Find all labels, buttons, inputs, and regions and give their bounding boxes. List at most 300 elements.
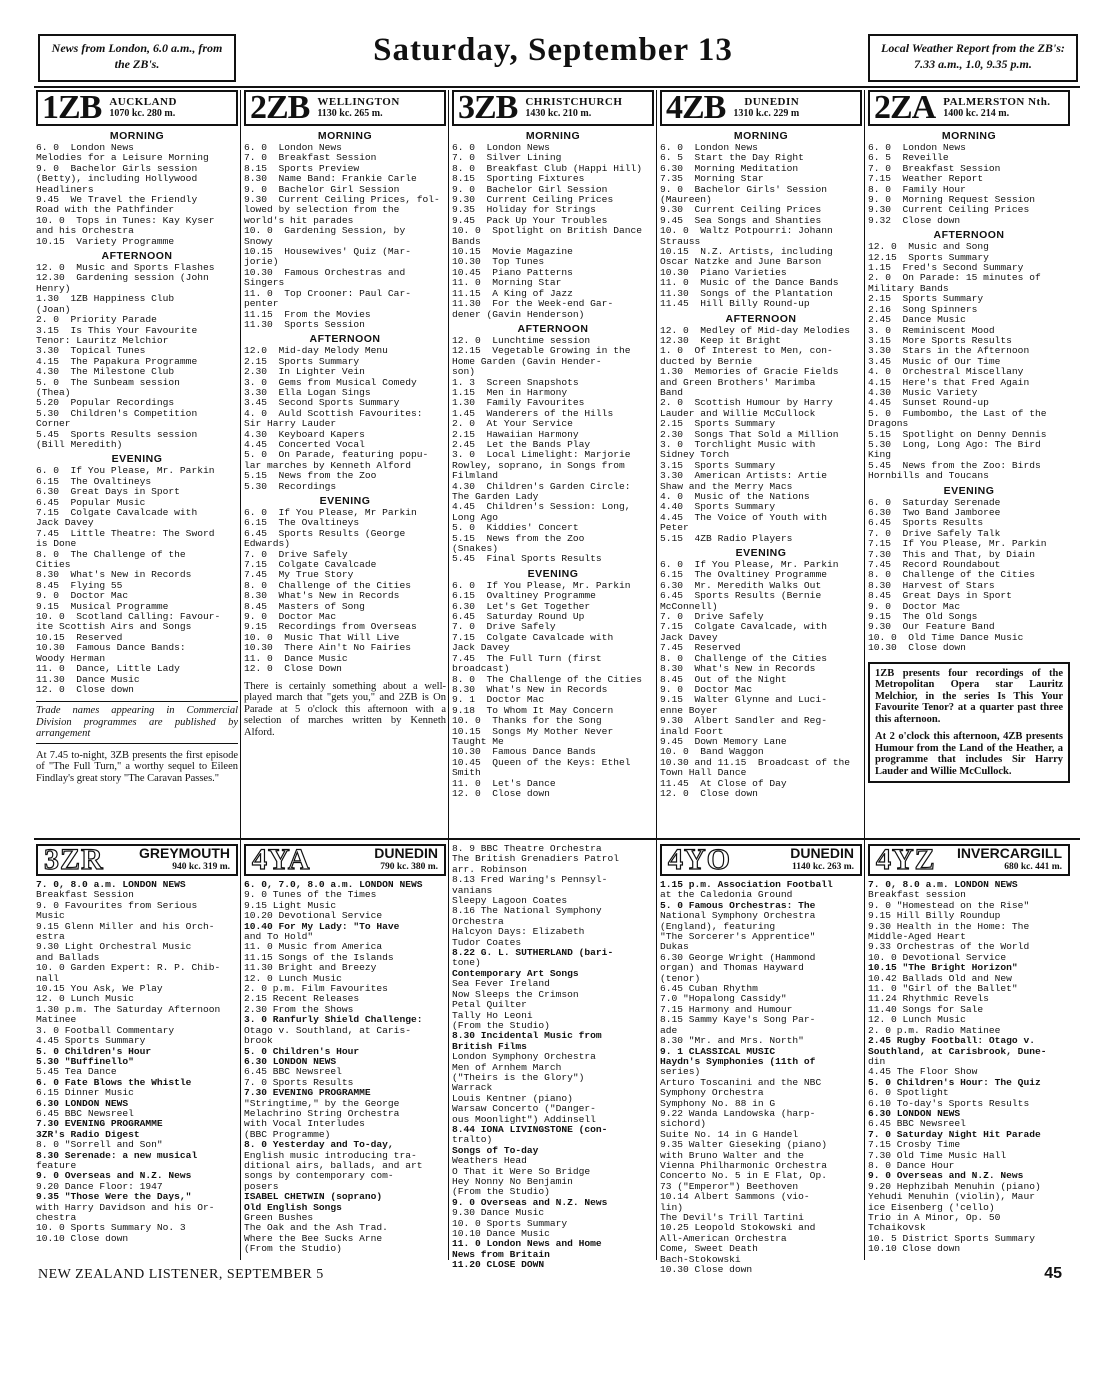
programme-line: 1. 0 Of Interest to Men, con- bbox=[660, 345, 833, 357]
news-note-box bbox=[38, 34, 236, 82]
programme-line: 6.30 Let's Get Together bbox=[452, 600, 591, 612]
programme-line: 8.30 What's New in Records bbox=[36, 569, 192, 581]
programme-line: (From the Studio) bbox=[244, 1243, 342, 1255]
programme-line: 7. 0 Drive Safely Talk bbox=[868, 527, 1001, 539]
programme-line: 5.15 News from the Zoo bbox=[452, 532, 585, 544]
programme-line: (Maureen) bbox=[660, 194, 712, 206]
programme-line: Breakfast session bbox=[868, 889, 966, 901]
programme-line: 2. 0 On Parade: 15 minutes of bbox=[868, 272, 1041, 284]
programme-line: 8.44 IONA LIVINGSTONE (con- bbox=[452, 1123, 608, 1135]
programme-line: 12. 0 Close down bbox=[36, 683, 134, 695]
programme-line: Symphony No. 88 in G bbox=[660, 1097, 776, 1109]
station-column-4ya-continued bbox=[452, 843, 654, 1271]
programme-line: 9.45 We Travel the Friendly bbox=[36, 194, 198, 206]
programme-line: 10. 0 Band Waggon bbox=[660, 746, 764, 758]
programme-line: (Thea) bbox=[36, 386, 71, 398]
programme-line: 2.15 Sports Summary bbox=[660, 418, 776, 430]
programme-line: 11.45 Hill Billy Round-up bbox=[660, 298, 810, 310]
programme-line: 8. 0 Yesterday and To-day, bbox=[244, 1139, 394, 1151]
programme-line: Road with the Pathfinder bbox=[36, 204, 175, 216]
programme-line: 8.30 Incidental Music from bbox=[452, 1030, 602, 1042]
programme-line: The British Grenadiers Patrol bbox=[452, 853, 619, 865]
programme-line: 12. 0 Lunch Music bbox=[244, 972, 342, 984]
programme-line: O That it Were So Bridge bbox=[452, 1165, 591, 1177]
section-heading: EVENING bbox=[319, 495, 371, 507]
programme-line: 8.16 The National Symphony bbox=[452, 905, 602, 917]
programme-line: Singers bbox=[244, 277, 285, 289]
programme-line: 11. 0 Dance, Little Lady bbox=[36, 663, 180, 675]
programme-line: Tudor Coates bbox=[452, 936, 522, 948]
programme-line: 12. 0 Medley of Mid-day Melodies bbox=[660, 324, 850, 336]
programme-line: 8. 0 Family Hour bbox=[868, 183, 966, 195]
programme-line: Concerto No. 5 in E Flat, Op. bbox=[660, 1170, 827, 1182]
programme-line: 9. 0 Overseas and N.Z. News bbox=[868, 1170, 1024, 1182]
programme-line: 10.15 "The Bright Horizon" bbox=[868, 962, 1018, 974]
station-column-3zb bbox=[452, 90, 654, 834]
programme-line: lin) bbox=[660, 1201, 684, 1213]
programme-line: Dragons bbox=[868, 418, 909, 430]
station-column-2zb bbox=[244, 90, 446, 834]
programme-line: Now Sleeps the Crimson bbox=[452, 988, 579, 1000]
programme-line: 7. 0 Silver Lining bbox=[452, 152, 562, 164]
programme-line: 2. 0 At Your Service bbox=[452, 418, 573, 430]
programme-line: 9.15 Hill Billy Roundup bbox=[868, 910, 1001, 922]
programme-line: 2. 0 Scottish Humour by Harry bbox=[660, 397, 833, 409]
programme-line: enne Boyer bbox=[660, 704, 718, 716]
programme-line: 7.15 Colgate Cavalcade, with bbox=[660, 621, 827, 633]
programme-line: Warrack bbox=[452, 1082, 493, 1094]
programme-line: Songs of To-day bbox=[452, 1144, 539, 1156]
programme-line: Edwards) bbox=[244, 538, 291, 550]
station-header bbox=[36, 90, 238, 126]
programme-line: 8.15 Sports Preview bbox=[244, 162, 360, 174]
programme-line: 9.30 Albert Sandler and Reg- bbox=[660, 715, 827, 727]
programme-line: 3.15 Sports Summary bbox=[660, 459, 776, 471]
programme-line: 8.45 Great Days in Sport bbox=[868, 590, 1012, 602]
programme-line: 9.35 Holiday for Strings bbox=[452, 204, 596, 216]
programme-line: Orchestra bbox=[452, 915, 504, 927]
programme-line: 1.30 Memories of Gracie Fields bbox=[660, 366, 839, 378]
programme-line: Band bbox=[660, 386, 684, 398]
programme-line: 8.15 Sporting Fixtures bbox=[452, 173, 585, 185]
programme-line: 2.16 Song Spinners bbox=[868, 303, 978, 315]
programme-line: ous Moonlight") Addinsell bbox=[452, 1113, 596, 1125]
programme-line: 6.30 George Wright (Hammond bbox=[660, 951, 816, 963]
programme-line: 2.15 Sports Summary bbox=[244, 355, 360, 367]
programme-line: 8. 0 The Challenge of the Cities bbox=[452, 673, 642, 685]
programme-line: 5. 0 Children's Hour: The Quiz bbox=[868, 1076, 1041, 1088]
programme-line: 12. 0 Close down bbox=[452, 787, 550, 799]
programme-line: 3ZR's Radio Digest bbox=[36, 1128, 140, 1140]
programme-line: Headliners bbox=[36, 183, 94, 195]
programme-line: 10.15 Variety Programme bbox=[36, 235, 175, 247]
station-header bbox=[244, 844, 446, 876]
programme-line: 7.30 Old Time Music Hall bbox=[868, 1149, 1007, 1161]
weather-note: Local Weather Report from the ZB's: 7.33 a.m., 1.0, 9.35 p.m. bbox=[881, 41, 1065, 71]
programme-line: 8.30 What's New in Records bbox=[244, 590, 400, 602]
programme-line: 6.45 BBC Newsreel bbox=[868, 1118, 966, 1130]
programme-line: 6.30 LONDON NEWS bbox=[36, 1097, 129, 1109]
programme-line: 6. 0 If You Please, Mr Parkin bbox=[244, 507, 417, 518]
programme-line: Trio in A Minor, Op. 50 bbox=[868, 1212, 1001, 1223]
programme-line: 10. 0 Gardening Session, by bbox=[244, 225, 406, 237]
programme-line: ducted by Bernie bbox=[660, 355, 753, 367]
programme-line: London Symphony Orchestra bbox=[452, 1051, 596, 1063]
programme-line: 9.15 Recordings from Overseas bbox=[244, 621, 417, 633]
programme-line: 4. 0 Music of the Nations bbox=[660, 491, 810, 502]
programme-line: 6. 0 London News bbox=[660, 142, 758, 153]
programme-line: 9.30 Light Orchestral Music bbox=[36, 941, 192, 953]
programme-line: Melachrino String Orchestra bbox=[244, 1107, 400, 1119]
programme-line: 6.15 Ovaltiney Programme bbox=[452, 590, 596, 602]
programme-line: Home Garden (Gavin Hender- bbox=[452, 355, 602, 367]
programme-line: Breakfast Session bbox=[36, 889, 134, 901]
programme-line: Weathers Head bbox=[452, 1155, 527, 1167]
programme-line: son) bbox=[452, 366, 476, 378]
programme-line: 4.30 Music Variety bbox=[868, 386, 978, 398]
programme-line: dener (Gavin Henderson) bbox=[452, 308, 585, 320]
programme-line: and his Orchestra bbox=[36, 225, 134, 237]
programme-line: 9.30 Current Ceiling Prices bbox=[868, 204, 1030, 216]
programme-line: 6. 0 If You Please, Mr. Parkin bbox=[452, 579, 631, 591]
programme-line: Louis Kentner (piano) bbox=[452, 1092, 573, 1104]
programme-line: Music bbox=[36, 910, 65, 922]
programme-line: 6. 0 Fate Blows the Whistle bbox=[36, 1076, 192, 1088]
programme-line: 2.15 Sports Summary bbox=[868, 293, 984, 305]
programme-line: 12.15 Sports Summary bbox=[868, 251, 989, 263]
programme-line: 10. 0 Waltz Potpourri: Johann bbox=[660, 225, 833, 237]
programme-line: 10. 0 Devotional Service bbox=[868, 951, 1007, 963]
programme-line: 9.15 The Old Songs bbox=[868, 611, 978, 623]
programme-line: 9.30 Current Ceiling Prices bbox=[452, 194, 614, 206]
programme-line: 10.40 For My Lady: "To Have bbox=[244, 920, 400, 932]
programme-line: Where the Bee Sucks Arne bbox=[244, 1232, 383, 1244]
programme-line: 3. 0 Football Commentary bbox=[36, 1024, 175, 1036]
programme-line: 6.45 BBC Newsreel bbox=[244, 1066, 342, 1078]
programme-line: 9. 0 Favourites from Serious bbox=[36, 899, 198, 911]
programme-line: 12. 0 Close Down bbox=[244, 663, 342, 675]
programme-line: 9. 1 Doctor Mac bbox=[452, 694, 545, 706]
programme-line: McConnell) bbox=[660, 600, 718, 612]
programme-line: 7.45 The Full Turn (first bbox=[452, 652, 602, 664]
trade-names-note: Trade names appearing in Commercial Division programmes are published by arrangement bbox=[36, 701, 238, 744]
programme-line: 7. 0 Drive Safely bbox=[660, 611, 764, 623]
station-column-3zr bbox=[36, 844, 238, 1262]
programme-line: 2.30 In Lighter Vein bbox=[244, 366, 365, 378]
programme-line: Hornbills and Toucans bbox=[868, 470, 989, 482]
programme-line: Cities bbox=[36, 559, 71, 571]
footer-publication: NEW ZEALAND LISTENER, SEPTEMBER 5 bbox=[38, 1267, 324, 1282]
station-city: DUNEDIN bbox=[744, 96, 800, 108]
programme-line: Henry) bbox=[36, 282, 71, 294]
programme-line: 6.30 Morning Meditation bbox=[660, 162, 799, 174]
programme-line: 12. 0 Lunch Music bbox=[36, 993, 134, 1005]
programme-line: Tenor: Lauritz Melchior bbox=[36, 334, 169, 346]
programme-line: 5.45 Final Sports Results bbox=[452, 553, 602, 565]
programme-line: vanians bbox=[452, 884, 493, 896]
programme-line: English music introducing tra- bbox=[244, 1149, 417, 1161]
feature-note: At 7.45 to-night, 3ZB presents the first episode of "The Full Turn," a worthy sequel to Eileen Findlay's great story "The Caravan Passes." bbox=[36, 749, 238, 784]
programme-line: 8. 0 Challenge of the Cities bbox=[244, 579, 411, 591]
programme-line: 10.30 There Ain't No Fairies bbox=[244, 642, 411, 654]
station-city: INVERCARGILL bbox=[957, 845, 1062, 861]
programme-line: 6.45 Popular Music bbox=[36, 496, 146, 508]
programme-line: Bands bbox=[452, 235, 481, 247]
programme-line: 11.30 For the Week-end Gar- bbox=[452, 298, 614, 310]
programme-line: Vienna Philharmonic Orchestra bbox=[660, 1159, 827, 1171]
programme-line: 5. 0 On Parade, featuring popu- bbox=[244, 449, 429, 461]
programme-line: 10. 0 Thanks for the Song bbox=[452, 715, 602, 727]
programme-line: feature bbox=[36, 1159, 77, 1171]
programme-line: 8. 0 Breakfast Club (Happi Hill) bbox=[452, 162, 642, 174]
programme-line: News from Britain bbox=[452, 1248, 550, 1260]
programme-line: 12.0 Mid-day Melody Menu bbox=[244, 345, 388, 357]
programme-line: 11.30 Songs of the Plantation bbox=[660, 287, 833, 299]
programme-line: 9.20 Hephzibah Menuhin (piano) bbox=[868, 1180, 1041, 1192]
programme-line: ade bbox=[660, 1024, 678, 1036]
programme-line: 10.10 Dance Music bbox=[452, 1228, 550, 1240]
programme-line: British Films bbox=[452, 1040, 527, 1052]
programme-line: 5.30 Children's Competition bbox=[36, 407, 198, 419]
programme-line: 5.15 News from the Zoo bbox=[244, 470, 377, 482]
programme-line: 7.45 Little Theatre: The Sword bbox=[36, 527, 215, 539]
programme-line: Rowley, soprano, in Songs from bbox=[452, 459, 625, 471]
station-column-2za bbox=[868, 90, 1070, 834]
programme-line: 4.45 Children's Session: Long, bbox=[452, 501, 631, 513]
programme-line: 7.15 If You Please, Mr. Parkin bbox=[868, 538, 1047, 550]
programme-line: Shaw and the Merry Macs bbox=[660, 480, 793, 492]
station-header bbox=[244, 90, 446, 126]
programme-line: 9. 1 CLASSICAL MUSIC bbox=[660, 1045, 776, 1057]
programme-line: 3. 0 Ranfurly Shield Challenge: bbox=[244, 1014, 423, 1026]
programme-line: 7.15 Crosby Time bbox=[868, 1139, 961, 1151]
header-rule bbox=[34, 86, 1080, 88]
programme-line: 9.35 "Those Were the Days," bbox=[36, 1191, 192, 1203]
programme-line: 5.15 Spotlight on Denny Dennis bbox=[868, 428, 1047, 440]
programme-line: 9. 0 Morning Request Session bbox=[868, 194, 1035, 206]
programme-line: 3. 0 Reminiscent Mood bbox=[868, 324, 995, 336]
programme-line: Yehudi Menuhin (violin), Maur bbox=[868, 1191, 1035, 1203]
feature-box-text-2: At 2 o'clock this afternoon, 4ZB presents Humour from the Land of the Heather, a programme that includes Sir Harry Lauder and Willie McCullock. bbox=[875, 731, 1063, 777]
programme-line: 10. 0 Garden Expert: R. P. Chib- bbox=[36, 962, 221, 974]
programme-line: 3.15 Is This Your Favourite bbox=[36, 324, 198, 336]
programme-line: 6. 0 If You Please, Mr. Parkin bbox=[36, 465, 215, 477]
section-heading: EVENING bbox=[527, 567, 579, 580]
station-column-4yz bbox=[868, 844, 1070, 1262]
programme-line: 6. 0 London News bbox=[244, 142, 342, 153]
programme-line: Snowy bbox=[244, 235, 273, 247]
programme-line: Arturo Toscanini and the NBC bbox=[660, 1076, 822, 1088]
programme-line: 5.30 "Buffinello" bbox=[36, 1055, 134, 1067]
station-frequency: 1130 kc. 265 m. bbox=[317, 108, 383, 119]
section-heading: MORNING bbox=[525, 130, 581, 142]
section-heading: MORNING bbox=[941, 130, 997, 142]
programme-line: ice Eisenberg ('cello) bbox=[868, 1201, 995, 1213]
programme-line: 8. 0 Challenge of the Cities bbox=[868, 569, 1035, 581]
programme-line: Warsaw Concerto ("Danger- bbox=[452, 1103, 596, 1115]
programme-line: 9.20 Dance Floor: 1947 bbox=[36, 1180, 163, 1192]
programme-line: 6. 0 If You Please, Mr. Parkin bbox=[660, 559, 839, 571]
programme-line: 10. 0 Scotland Calling: Favour- bbox=[36, 611, 221, 623]
programme-line: 7.45 My True Story bbox=[244, 569, 354, 581]
programme-line: 10.25 Leopold Stokowski and bbox=[660, 1222, 816, 1234]
programme-line: (tenor) bbox=[660, 972, 701, 984]
programme-line: 2. 0 p.m. Radio Matinee bbox=[868, 1024, 1001, 1036]
section-heading: MORNING bbox=[109, 130, 165, 142]
programme-line: Tally Ho Leoni bbox=[452, 1009, 533, 1021]
programme-line: 9. 0 Overseas and N.Z. News bbox=[36, 1170, 192, 1182]
programme-line: Jack Davey bbox=[452, 642, 510, 654]
programme-line: 11.24 Rhythmic Revels bbox=[868, 993, 989, 1005]
station-frequency: 940 kc. 319 m. bbox=[172, 862, 230, 872]
programme-line: Middle-Aged Heart bbox=[868, 931, 966, 943]
programme-line: Southland, at Carisbrook, Dune- bbox=[868, 1045, 1047, 1057]
station-call-sign: 4YZ bbox=[876, 843, 936, 876]
programme-line: 9.30 Dance Music bbox=[452, 1207, 545, 1219]
programme-line: The Oak and the Ash Trad. bbox=[244, 1222, 388, 1234]
programme-line: 1.15 Men in Harmony bbox=[452, 386, 568, 398]
station-frequency: 1070 kc. 280 m. bbox=[109, 108, 176, 119]
programme-line: with Harry Davidson and his Or- bbox=[36, 1201, 215, 1213]
feature-note: There is certainly something about a well-played march that "gets you," and 2ZB is On Parade at 5 o'clock this afternoon with a selection of marches written by Kenneth Alford. bbox=[244, 680, 446, 738]
programme-line: 12. 0 Music and Sports Flashes bbox=[36, 262, 215, 274]
programme-line: Town Hall Dance bbox=[660, 767, 747, 779]
programme-line: 7.30 This and That, by Diain bbox=[868, 548, 1035, 560]
programme-line: 4.15 The Papakura Programme bbox=[36, 355, 198, 367]
station-call-sign: 2ZB bbox=[250, 89, 310, 126]
programme-line: 9. 0 Doctor Mac bbox=[868, 600, 961, 612]
programme-line: 9.45 Sea Songs and Shanties bbox=[660, 214, 822, 226]
programme-line: 10.30 Piano Varieties bbox=[660, 266, 787, 278]
station-info bbox=[317, 96, 399, 120]
programme-line: 3.30 American Artists: Artie bbox=[660, 470, 827, 482]
programme-line: 8. 9 BBC Theatre Orchestra bbox=[452, 843, 602, 854]
programme-line: 10.15 Housewives' Quiz (Mar- bbox=[244, 246, 411, 258]
programme-line: 5. 0 Children's Hour bbox=[36, 1045, 152, 1057]
programme-line: 6. 0 London News bbox=[868, 142, 966, 153]
programme-line: 10. 0 Sports Summary No. 3 bbox=[36, 1222, 186, 1234]
programme-line: 1.30 p.m. The Saturday Afternoon bbox=[36, 1003, 221, 1015]
programme-line: organ) and Thomas Hayward bbox=[660, 962, 804, 974]
station-info bbox=[139, 846, 230, 874]
station-column-4zb bbox=[660, 90, 862, 834]
station-info bbox=[790, 846, 854, 874]
station-info bbox=[525, 96, 622, 120]
programme-line: 9.15 Light Music bbox=[244, 899, 337, 911]
programme-line: 4.45 Sunset Round-up bbox=[868, 397, 989, 409]
programme-line: 7. 0 Drive Safely bbox=[452, 621, 556, 633]
programme-line: 8.30 What's New in Records bbox=[452, 683, 608, 695]
section-heading: MORNING bbox=[733, 130, 789, 142]
programme-line: (Betty), including Hollywood bbox=[36, 173, 198, 185]
programme-line: 7. 0, 8.0 a.m. LONDON NEWS bbox=[36, 879, 186, 890]
programme-line: 9. 0 Bachelor Girls session bbox=[36, 162, 198, 174]
programme-line: 3.30 Topical Tunes bbox=[36, 345, 146, 357]
programme-line: 73 ("Emperor") Beethoven bbox=[660, 1180, 799, 1192]
column-divider bbox=[864, 90, 865, 1260]
programme-line: (From the Studio) bbox=[452, 1186, 550, 1198]
page-title: Saturday, September 13 bbox=[373, 32, 733, 68]
station-header bbox=[660, 90, 862, 126]
programme-line: 12.30 Gardening session (John bbox=[36, 272, 209, 284]
programme-line: 9. 0 Doctor Mac bbox=[660, 683, 753, 695]
programme-line: National Symphony Orchestra bbox=[660, 910, 816, 922]
programme-line: 8.45 Flying 55 bbox=[36, 579, 123, 591]
programme-line: 11. 0 Music of the Dance Bands bbox=[660, 277, 839, 289]
station-column-1zb bbox=[36, 90, 238, 834]
programme-line: 12. 0 Lunchtime session bbox=[452, 334, 591, 346]
programme-line: 10.30 Famous Dance Bands: bbox=[36, 642, 186, 654]
programme-line: 7.0 "Hopalong Cassidy" bbox=[660, 993, 787, 1005]
programme-line: 5. 0 Kiddies' Concert bbox=[452, 522, 579, 534]
programme-line: 4.40 Sports Summary bbox=[660, 501, 776, 513]
programme-line: 6.30 Mr. Meredith Walks Out bbox=[660, 579, 822, 591]
programme-line: 6.45 Sports Results (George bbox=[244, 527, 406, 539]
programme-line: 9. 0 Bachelor Girl Session bbox=[244, 183, 400, 195]
programme-line: is Done bbox=[36, 538, 77, 550]
programme-line: Suite No. 14 in G Handel bbox=[660, 1128, 799, 1140]
programme-line: 9.30 Health in the Home: The bbox=[868, 920, 1030, 932]
programme-line: songs by contemporary com- bbox=[244, 1170, 394, 1182]
programme-line: 4.45 Concerted Vocal bbox=[244, 438, 365, 450]
programme-line: 11.30 Sports Session bbox=[244, 318, 365, 330]
station-city: PALMERSTON Nth. bbox=[943, 96, 1051, 108]
programme-line: ite Scottish Airs and Songs bbox=[36, 621, 192, 633]
programme-line: 3.30 Ella Logan Sings bbox=[244, 386, 371, 398]
programme-line: Smith bbox=[452, 767, 481, 779]
programme-line: ISABEL CHETWIN (soprano) bbox=[244, 1191, 383, 1203]
programme-line: 1. 3 Screen Snapshots bbox=[452, 376, 579, 388]
column-divider bbox=[656, 90, 657, 1260]
programme-line: 7.45 Reserved bbox=[660, 642, 741, 654]
programme-line: 7.30 EVENING PROGRAMME bbox=[36, 1118, 163, 1130]
column-divider bbox=[448, 90, 449, 1260]
programme-line: 9. 0 Overseas and N.Z. News bbox=[452, 1196, 608, 1208]
programme-line: 6.15 The Ovaltineys bbox=[244, 517, 360, 529]
programme-line: Sleepy Lagoon Coates bbox=[452, 895, 568, 907]
station-call-sign: 3ZR bbox=[44, 843, 104, 876]
programme-line: Dukas bbox=[660, 941, 689, 953]
station-header bbox=[36, 844, 238, 876]
programme-line: 6. 5 Start the Day Right bbox=[660, 152, 804, 164]
programme-line: (Bill Meredith) bbox=[36, 438, 123, 450]
station-frequency: 1430 kc. 210 m. bbox=[525, 108, 592, 119]
programme-line: world's hit parades bbox=[244, 214, 354, 226]
programme-line: 11. 0 Top Crooner: Paul Car- bbox=[244, 287, 411, 299]
programme-line: 10.20 Devotional Service bbox=[244, 910, 383, 922]
programme-line: Hey Nonny No Benjamin bbox=[452, 1176, 573, 1187]
programme-line: 9. 0 Tunes of the Times bbox=[244, 889, 377, 901]
programme-line: 9. 0 Doctor Mac bbox=[244, 611, 337, 623]
programme-line: 6. 0 Spotlight bbox=[868, 1087, 949, 1099]
programme-line: 12. 0 Music and Song bbox=[868, 241, 989, 253]
programme-line: posers bbox=[244, 1180, 279, 1192]
programme-line: Old English Songs bbox=[244, 1201, 342, 1213]
programme-line: 6.45 Saturday Round Up bbox=[452, 611, 585, 623]
section-heading: AFTERNOON bbox=[101, 250, 173, 263]
station-call-sign: 4ZB bbox=[666, 89, 726, 126]
programme-line: 5.45 Tea Dance bbox=[36, 1066, 117, 1078]
section-rule bbox=[34, 838, 1080, 840]
programme-line: series) bbox=[660, 1066, 701, 1078]
programme-line: 11.45 At Close of Day bbox=[660, 777, 787, 789]
programme-line: 10.15 Songs My Mother Never bbox=[452, 725, 614, 737]
station-info bbox=[957, 846, 1062, 874]
programme-line: 10. 0 Tops in Tunes: Kay Kyser bbox=[36, 214, 215, 226]
programme-line: 9.33 Orchestras of the World bbox=[868, 941, 1030, 953]
programme-line: Matinee bbox=[36, 1014, 77, 1026]
programme-line: (Joan) bbox=[36, 303, 71, 315]
